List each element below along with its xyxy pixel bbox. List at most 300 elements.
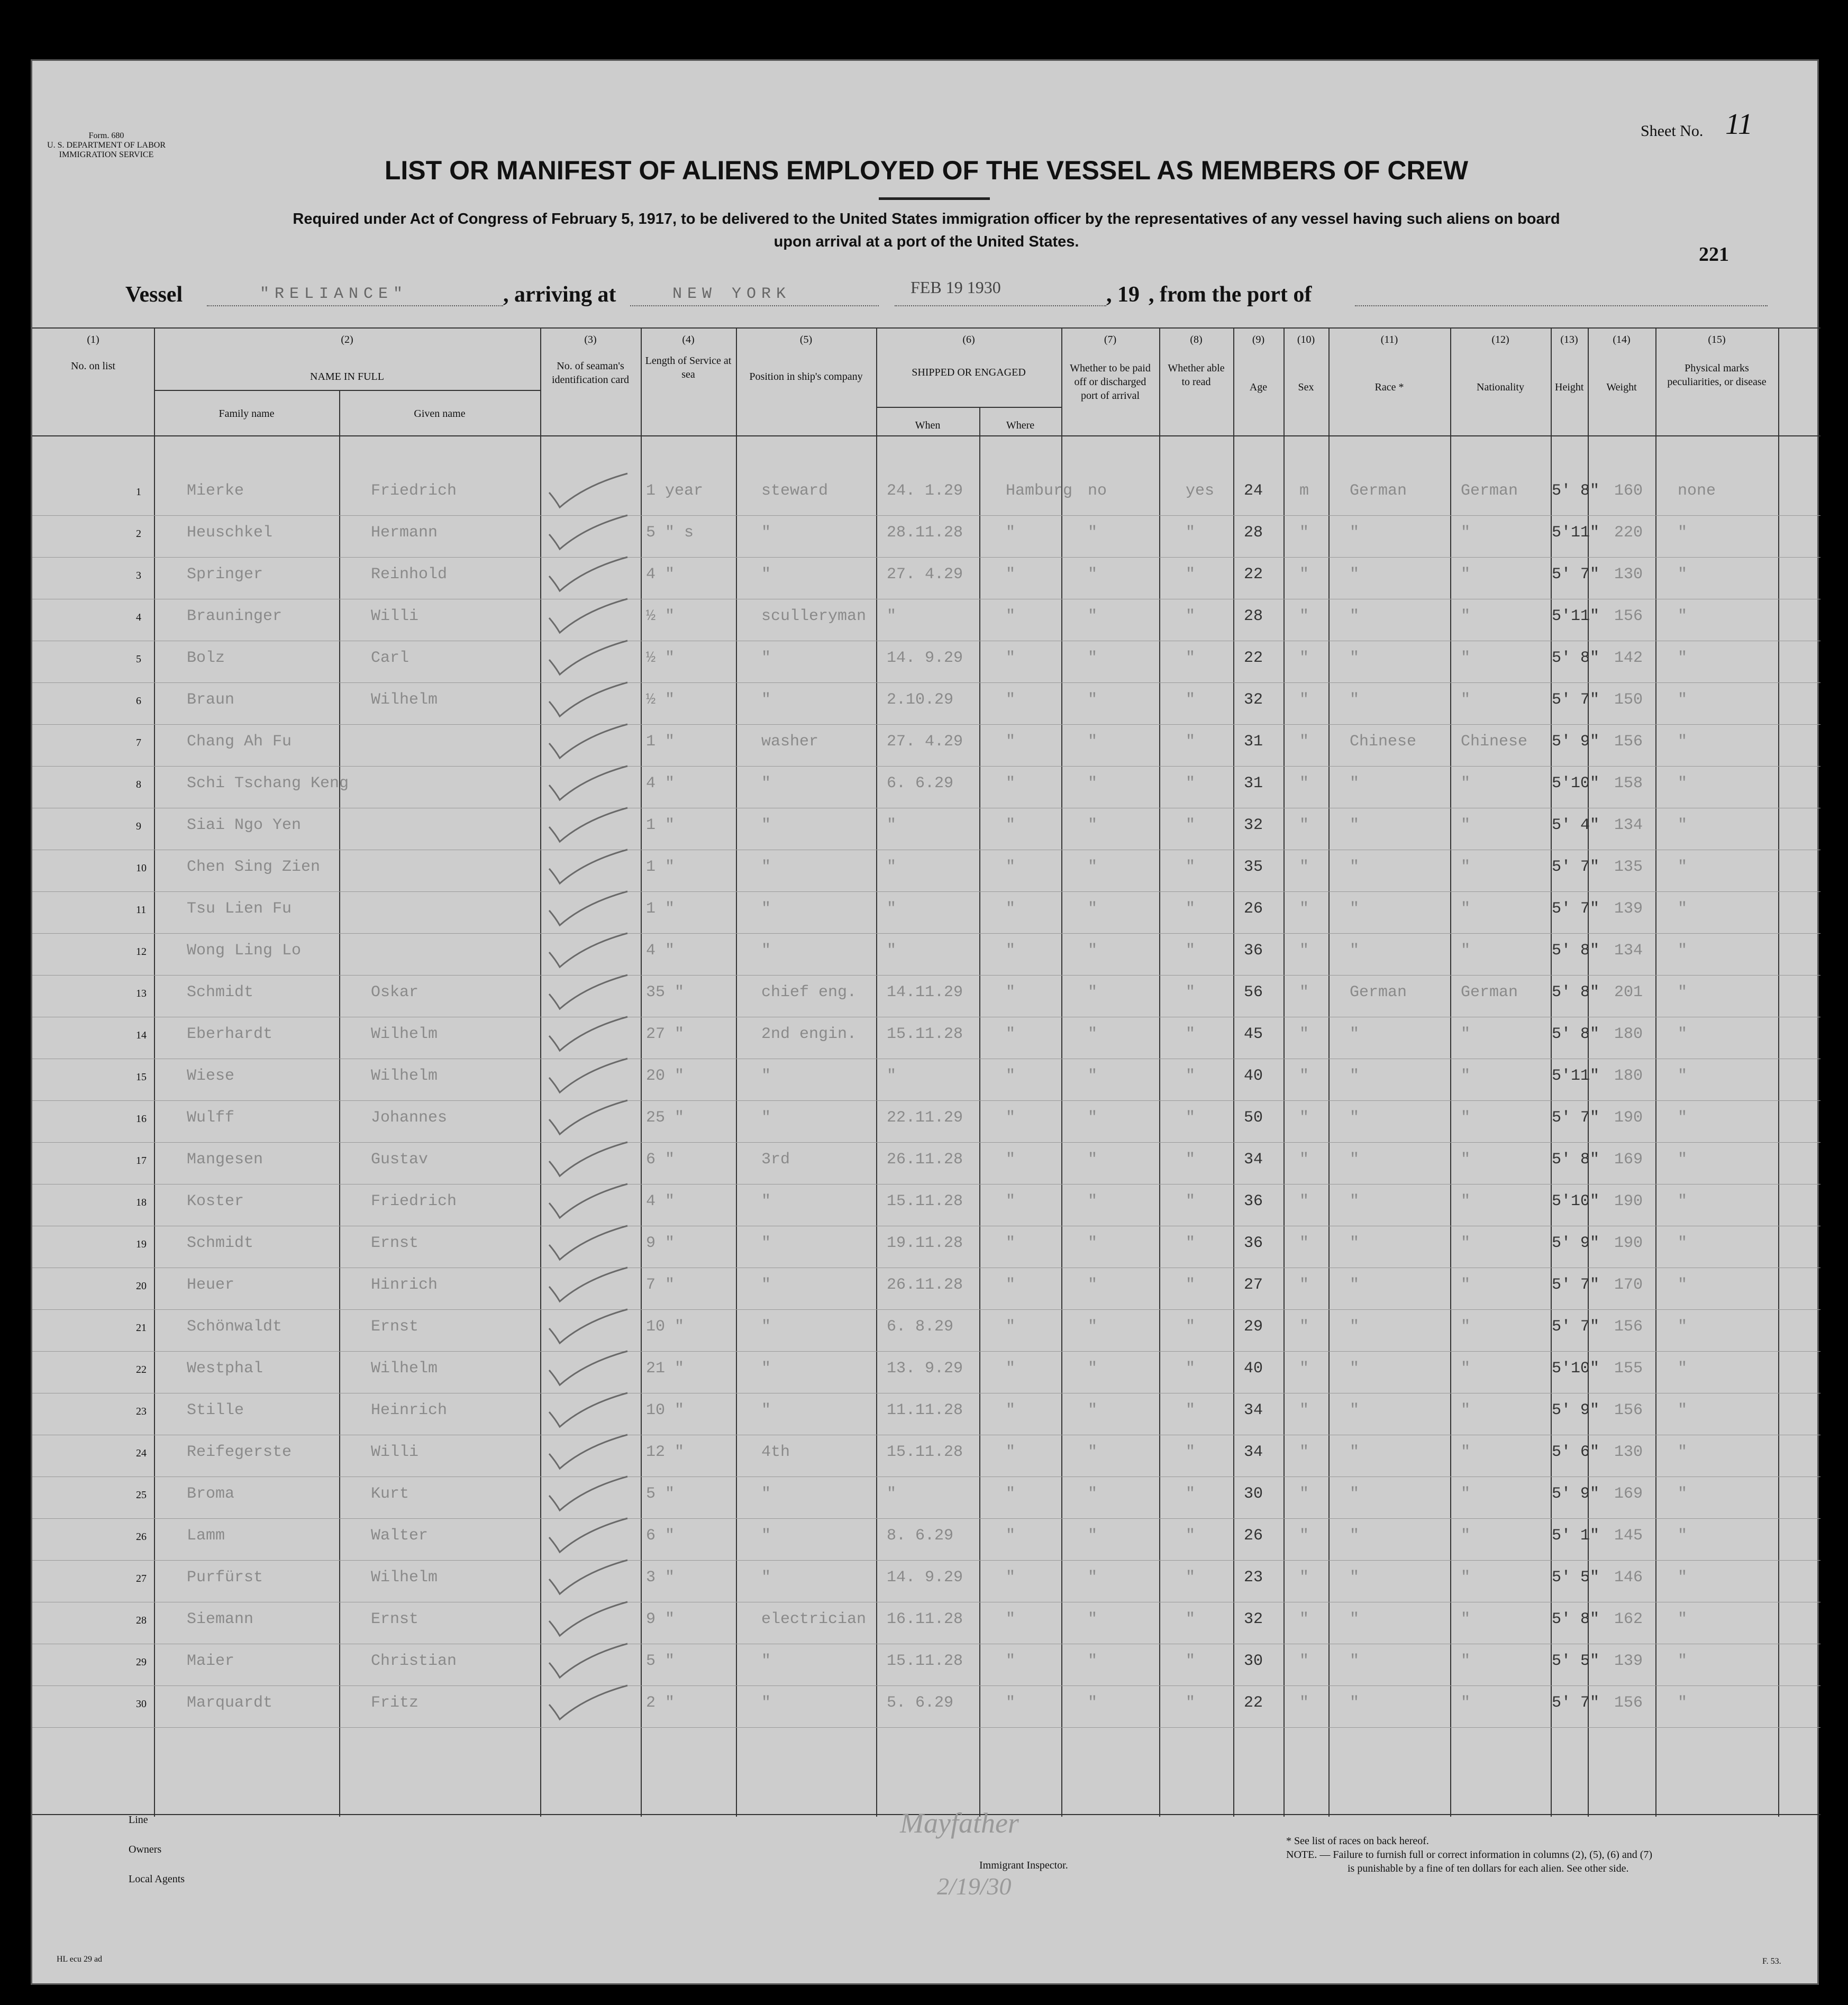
paid-off: " (1088, 733, 1098, 751)
table-row (32, 477, 1820, 518)
nationality: " (1461, 1276, 1471, 1294)
position: " (761, 1401, 771, 1419)
table-row (32, 769, 1820, 811)
row-number: 3 (136, 570, 141, 581)
family-name: Tsu Lien Fu (187, 900, 292, 918)
age: 32 (1244, 816, 1263, 834)
weight: 180 (1614, 1025, 1643, 1043)
age: 36 (1244, 1234, 1263, 1252)
weight: 162 (1614, 1610, 1643, 1628)
length-of-service: 9 " (646, 1234, 675, 1252)
row-rule (32, 1560, 1820, 1561)
shipped-when: 15.11.28 (887, 1443, 963, 1461)
weight: 156 (1614, 733, 1643, 751)
weight: 130 (1614, 1443, 1643, 1461)
position: " (761, 649, 771, 667)
shipped-where: " (1006, 1109, 1016, 1127)
shipped-where: " (1006, 1694, 1016, 1712)
family-name: Braun (187, 691, 235, 709)
arriving-port: NEW YORK (672, 285, 791, 303)
sex: " (1299, 1109, 1309, 1127)
able-to-read: " (1186, 1443, 1196, 1461)
physical-marks: " (1678, 524, 1688, 542)
arriving-label: , arriving at (503, 282, 616, 307)
given-name: Wilhelm (371, 1569, 438, 1587)
shipped-when: 6. 6.29 (887, 774, 954, 792)
paid-off: " (1088, 900, 1098, 918)
shipped-when: 14.11.29 (887, 983, 963, 1001)
age: 22 (1244, 566, 1263, 584)
height: 5'10" (1552, 1192, 1600, 1210)
family-name: Heuer (187, 1276, 235, 1294)
date-dotted-line (895, 305, 1106, 306)
nationality: " (1461, 1318, 1471, 1336)
column-number-c9_num: (9) (1252, 334, 1265, 345)
shipped-when: 22.11.29 (887, 1109, 963, 1127)
height: 5' 7" (1552, 1276, 1600, 1294)
weight: 158 (1614, 774, 1643, 792)
age: 31 (1244, 733, 1263, 751)
able-to-read: " (1186, 1025, 1196, 1043)
sex: " (1299, 1234, 1309, 1252)
family-name: Springer (187, 566, 263, 584)
length-of-service: 4 " (646, 942, 675, 960)
shipped-where: Hamburg (1006, 482, 1073, 500)
able-to-read: " (1186, 1652, 1196, 1670)
race: " (1350, 1109, 1360, 1127)
sex: " (1299, 1401, 1309, 1419)
nationality: " (1461, 1485, 1471, 1503)
shipped-where: " (1006, 1318, 1016, 1336)
weight: 135 (1614, 858, 1643, 876)
family-name: Stille (187, 1401, 244, 1419)
given-name: Willi (371, 1443, 419, 1461)
age: 26 (1244, 1527, 1263, 1545)
row-number: 15 (136, 1071, 147, 1083)
shipped-when: 27. 4.29 (887, 566, 963, 584)
position: 2nd engin. (761, 1025, 857, 1043)
age: 22 (1244, 1694, 1263, 1712)
column-header-c7: Whether to be paid off or discharged port of arrival (1070, 362, 1151, 402)
race: " (1350, 1025, 1360, 1043)
row-number: 21 (136, 1322, 147, 1334)
sex: " (1299, 691, 1309, 709)
nationality: " (1461, 1694, 1471, 1712)
table-row (32, 1271, 1820, 1313)
paid-off: " (1088, 691, 1098, 709)
position: " (761, 1234, 771, 1252)
family-name: Purfürst (187, 1569, 263, 1587)
sex: " (1299, 1652, 1309, 1670)
position: " (761, 566, 771, 584)
physical-marks: " (1678, 566, 1688, 584)
physical-marks: " (1678, 1527, 1688, 1545)
name-subheader-rule (154, 390, 540, 391)
checkmark-icon (548, 1305, 654, 1347)
weight: 145 (1614, 1527, 1643, 1545)
weight: 201 (1614, 983, 1643, 1001)
weight: 190 (1614, 1234, 1643, 1252)
shipped-where: " (1006, 607, 1016, 625)
given-name: Wilhelm (371, 1360, 438, 1378)
shipped-when: 16.11.28 (887, 1610, 963, 1628)
nationality: " (1461, 1443, 1471, 1461)
nationality: " (1461, 1025, 1471, 1043)
checkmark-icon (548, 1598, 654, 1640)
age: 28 (1244, 524, 1263, 542)
paid-off: " (1088, 1485, 1098, 1503)
position: " (761, 942, 771, 960)
inspector-label: Immigrant Inspector. (979, 1860, 1068, 1871)
family-name: Siai Ngo Yen (187, 816, 302, 834)
race: " (1350, 607, 1360, 625)
checkmark-icon (548, 929, 654, 971)
paid-off: " (1088, 524, 1098, 542)
length-of-service: 12 " (646, 1443, 685, 1461)
given-name: Oskar (371, 983, 419, 1001)
paid-off: " (1088, 942, 1098, 960)
height: 5' 9" (1552, 1485, 1600, 1503)
from-port-label: , from the port of (1149, 282, 1312, 307)
checkmark-icon (548, 1389, 654, 1431)
shipped-when: 11.11.28 (887, 1401, 963, 1419)
given-name: Ernst (371, 1610, 419, 1628)
family-name: Siemann (187, 1610, 254, 1628)
row-number: 12 (136, 946, 147, 958)
row-rule (32, 1351, 1820, 1352)
row-number: 20 (136, 1280, 147, 1292)
shipped-where: " (1006, 691, 1016, 709)
able-to-read: " (1186, 524, 1196, 542)
weight: 156 (1614, 1694, 1643, 1712)
age: 32 (1244, 691, 1263, 709)
race: German (1350, 482, 1407, 500)
checkmark-icon (548, 1430, 654, 1473)
shipped-where: " (1006, 900, 1016, 918)
height: 5' 8" (1552, 983, 1600, 1001)
shipped-where: " (1006, 1652, 1016, 1670)
shipped-when: 14. 9.29 (887, 1569, 963, 1587)
given-name: Ernst (371, 1234, 419, 1252)
race: " (1350, 1652, 1360, 1670)
sex: " (1299, 649, 1309, 667)
length-of-service: 5 " s (646, 524, 694, 542)
physical-marks: " (1678, 1276, 1688, 1294)
checkmark-icon (548, 469, 654, 512)
column-subheader-c6b: Where (1006, 420, 1035, 431)
position: " (761, 1527, 771, 1545)
position: sculleryman (761, 607, 867, 625)
vessel-label: Vessel (125, 282, 183, 307)
height: 5' 7" (1552, 1694, 1600, 1712)
position: " (761, 691, 771, 709)
sex: " (1299, 1151, 1309, 1169)
height: 5' 9" (1552, 1401, 1600, 1419)
height: 5'11" (1552, 607, 1600, 625)
nationality: " (1461, 1151, 1471, 1169)
family-name: Schi Tschang Keng (187, 774, 349, 792)
age: 22 (1244, 649, 1263, 667)
race: " (1350, 1067, 1360, 1085)
table-row (32, 1647, 1820, 1689)
age: 40 (1244, 1360, 1263, 1378)
race: " (1350, 1569, 1360, 1587)
column-number-c1_num: (1) (87, 334, 99, 345)
given-name: Christian (371, 1652, 457, 1670)
position: " (761, 1569, 771, 1587)
shipped-when: " (887, 942, 897, 960)
table-row (32, 1521, 1820, 1563)
row-number: 19 (136, 1238, 147, 1250)
age: 56 (1244, 983, 1263, 1001)
line-label: Line (129, 1814, 148, 1826)
shipped-subheader-rule (876, 407, 1061, 408)
height: 5' 9" (1552, 733, 1600, 751)
length-of-service: 21 " (646, 1360, 685, 1378)
table-row (32, 1605, 1820, 1647)
race: " (1350, 649, 1360, 667)
able-to-read: " (1186, 1109, 1196, 1127)
paid-off: " (1088, 1151, 1098, 1169)
height: 5' 7" (1552, 566, 1600, 584)
age: 30 (1244, 1652, 1263, 1670)
physical-marks: " (1678, 1610, 1688, 1628)
age: 30 (1244, 1485, 1263, 1503)
table-row (32, 1689, 1820, 1730)
checkmark-icon (548, 971, 654, 1013)
column-number-c7_num: (7) (1104, 334, 1117, 345)
shipped-where: " (1006, 1360, 1016, 1378)
table-row (32, 1062, 1820, 1104)
shipped-when: " (887, 816, 897, 834)
table-row (32, 1145, 1820, 1187)
nationality: " (1461, 1401, 1471, 1419)
shipped-where: " (1006, 1610, 1016, 1628)
length-of-service: 3 " (646, 1569, 675, 1587)
shipped-when: 15.11.28 (887, 1025, 963, 1043)
paid-off: " (1088, 1025, 1098, 1043)
shipped-when: 8. 6.29 (887, 1527, 954, 1545)
nationality: " (1461, 816, 1471, 834)
length-of-service: 35 " (646, 983, 685, 1001)
race: " (1350, 1401, 1360, 1419)
row-rule (32, 975, 1820, 976)
nationality: " (1461, 607, 1471, 625)
height: 5' 1" (1552, 1527, 1600, 1545)
weight: 160 (1614, 482, 1643, 500)
position: " (761, 524, 771, 542)
local-agents-label: Local Agents (129, 1873, 185, 1885)
age: 26 (1244, 900, 1263, 918)
family-name: Eberhardt (187, 1025, 273, 1043)
height: 5' 7" (1552, 1109, 1600, 1127)
weight: 180 (1614, 1067, 1643, 1085)
table-row (32, 1104, 1820, 1145)
shipped-where: " (1006, 1234, 1016, 1252)
column-subheader-c2a: Family name (219, 408, 275, 420)
paid-off: " (1088, 1652, 1098, 1670)
column-number-c11_num: (11) (1380, 334, 1398, 345)
table-row (32, 727, 1820, 769)
position: " (761, 816, 771, 834)
paid-off: " (1088, 1360, 1098, 1378)
age: 34 (1244, 1401, 1263, 1419)
age: 40 (1244, 1067, 1263, 1085)
column-number-c10_num: (10) (1297, 334, 1315, 345)
given-name: Johannes (371, 1109, 448, 1127)
able-to-read: " (1186, 1527, 1196, 1545)
height: 5'10" (1552, 774, 1600, 792)
position: " (761, 858, 771, 876)
shipped-where: " (1006, 1527, 1016, 1545)
row-number: 30 (136, 1698, 147, 1710)
shipped-where: " (1006, 566, 1016, 584)
height: 5' 8" (1552, 1610, 1600, 1628)
shipped-when: 14. 9.29 (887, 649, 963, 667)
shipped-when: 27. 4.29 (887, 733, 963, 751)
shipped-where: " (1006, 1067, 1016, 1085)
sex: m (1299, 482, 1309, 500)
column-number-c4_num: (4) (682, 334, 695, 345)
age: 27 (1244, 1276, 1263, 1294)
physical-marks: " (1678, 1652, 1688, 1670)
sex: " (1299, 1485, 1309, 1503)
sex: " (1299, 942, 1309, 960)
checkmark-icon (548, 1639, 654, 1682)
paid-off: " (1088, 1443, 1098, 1461)
table-row (32, 1229, 1820, 1271)
able-to-read: " (1186, 1569, 1196, 1587)
length-of-service: 6 " (646, 1151, 675, 1169)
physical-marks: " (1678, 1360, 1688, 1378)
weight: 150 (1614, 691, 1643, 709)
height: 5' 8" (1552, 482, 1600, 500)
weight: 134 (1614, 816, 1643, 834)
length-of-service: 6 " (646, 1527, 675, 1545)
weight: 142 (1614, 649, 1643, 667)
page-title: LIST OR MANIFEST OF ALIENS EMPLOYED OF THE VESSEL AS MEMBERS OF CREW (384, 156, 1469, 185)
shipped-when: 13. 9.29 (887, 1360, 963, 1378)
row-number: 27 (136, 1573, 147, 1584)
sex: " (1299, 1527, 1309, 1545)
nationality: " (1461, 1360, 1471, 1378)
family-name: Broma (187, 1485, 235, 1503)
race: " (1350, 900, 1360, 918)
row-number: 1 (136, 486, 141, 498)
length-of-service: 4 " (646, 774, 675, 792)
checkmark-icon (548, 887, 654, 929)
row-number: 25 (136, 1489, 147, 1501)
able-to-read: " (1186, 607, 1196, 625)
given-name: Ernst (371, 1318, 419, 1336)
physical-marks: " (1678, 649, 1688, 667)
column-subheader-c2b: Given name (414, 408, 466, 420)
paid-off: " (1088, 858, 1098, 876)
shipped-when: " (887, 900, 897, 918)
service-name: IMMIGRATION SERVICE (59, 150, 154, 159)
checkmark-icon (548, 553, 654, 595)
column-number-c12_num: (12) (1491, 334, 1509, 345)
age: 31 (1244, 774, 1263, 792)
table-row (32, 936, 1820, 978)
race: " (1350, 524, 1360, 542)
position: " (761, 1109, 771, 1127)
shipped-when: " (887, 1485, 897, 1503)
age: 23 (1244, 1569, 1263, 1587)
shipped-when: 5. 6.29 (887, 1694, 954, 1712)
position: " (761, 1192, 771, 1210)
physical-marks: " (1678, 1485, 1688, 1503)
nationality: German (1461, 482, 1518, 500)
family-name: Mangesen (187, 1151, 263, 1169)
able-to-read: " (1186, 1276, 1196, 1294)
nationality: " (1461, 1652, 1471, 1670)
signature-date: 2/19/30 (937, 1873, 1012, 1900)
row-rule (32, 933, 1820, 934)
nationality: " (1461, 1610, 1471, 1628)
length-of-service: 1 " (646, 733, 675, 751)
height: 5' 9" (1552, 1234, 1600, 1252)
race: " (1350, 1694, 1360, 1712)
checkmark-icon (548, 1222, 654, 1264)
sex: " (1299, 607, 1309, 625)
paid-off: " (1088, 649, 1098, 667)
shipped-when: 26.11.28 (887, 1151, 963, 1169)
checkmark-icon (548, 762, 654, 804)
table-row (32, 644, 1820, 686)
age: 24 (1244, 482, 1263, 500)
family-name: Brauninger (187, 607, 283, 625)
family-name: Chen Sing Zien (187, 858, 321, 876)
family-name: Heuschkel (187, 524, 273, 542)
shipped-when: 24. 1.29 (887, 482, 963, 500)
sex: " (1299, 816, 1309, 834)
shipped-where: " (1006, 649, 1016, 667)
checkmark-icon (548, 845, 654, 888)
length-of-service: 9 " (646, 1610, 675, 1628)
shipped-when: 2.10.29 (887, 691, 954, 709)
year-label: , 19 (1106, 282, 1140, 307)
paid-off: no (1088, 482, 1107, 500)
family-name: Westphal (187, 1360, 263, 1378)
physical-marks: " (1678, 1443, 1688, 1461)
family-name: Mierke (187, 482, 244, 500)
checkmark-icon (548, 1180, 654, 1222)
nationality: " (1461, 649, 1471, 667)
race: " (1350, 1151, 1360, 1169)
column-header-c11: Race * (1374, 381, 1404, 393)
stamp-number: 221 (1699, 243, 1729, 266)
physical-marks: " (1678, 607, 1688, 625)
given-name: Wilhelm (371, 691, 438, 709)
column-number-c15_num: (15) (1708, 334, 1726, 345)
weight: 156 (1614, 1401, 1643, 1419)
column-number-c6_num: (6) (962, 334, 975, 345)
able-to-read: " (1186, 983, 1196, 1001)
note-line-2: is punishable by a fine of ten dollars for each alien. See other side. (1348, 1863, 1629, 1874)
height: 5' 5" (1552, 1652, 1600, 1670)
shipped-where: " (1006, 1192, 1016, 1210)
table-row (32, 1563, 1820, 1605)
owners-label: Owners (129, 1844, 162, 1855)
given-name: Friedrich (371, 1192, 457, 1210)
table-row (32, 1020, 1820, 1062)
family-name: Schmidt (187, 1234, 254, 1252)
weight: 156 (1614, 1318, 1643, 1336)
length-of-service: 5 " (646, 1485, 675, 1503)
age: 32 (1244, 1610, 1263, 1628)
sex: " (1299, 983, 1309, 1001)
